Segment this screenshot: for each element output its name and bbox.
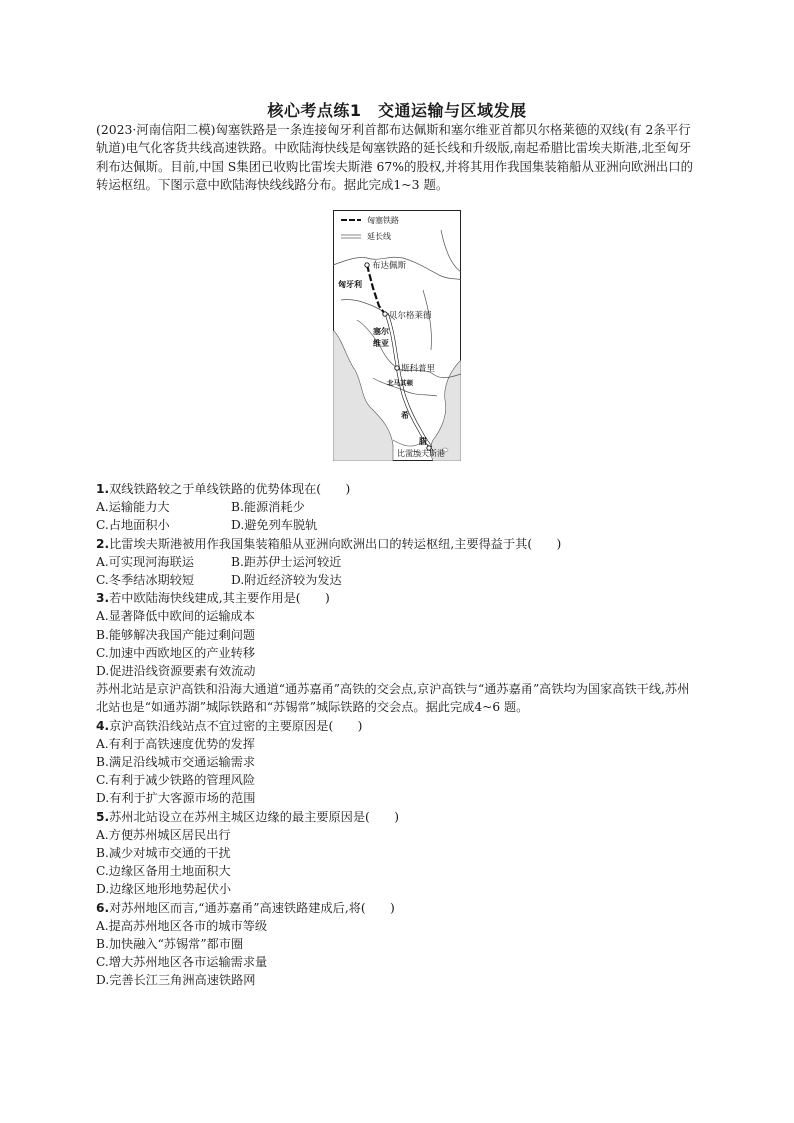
option-c[interactable]: C.加速中西欧地区的产业转移 — [96, 645, 256, 660]
option-b[interactable]: B.距苏伊士运河较近 — [231, 554, 342, 569]
question-item — [96, 899, 700, 917]
option-d[interactable]: D.附近经济较为发达 — [231, 573, 342, 588]
city-label-budapest: 布达佩斯 — [372, 261, 407, 271]
question-number: 4. — [96, 718, 110, 733]
option-a[interactable]: A.有利于高铁速度优势的发挥 — [96, 736, 255, 751]
country-label-greece-1: 希 — [401, 410, 409, 420]
country-label-serbia-2: 维亚 — [373, 338, 389, 348]
option-a[interactable]: A.方便苏州城区居民出行 — [96, 827, 231, 842]
question-item — [96, 535, 700, 553]
question-stem: 若中欧陆海快线建成,其主要作用是( ) — [109, 591, 330, 606]
question-item — [96, 717, 700, 735]
question-item — [96, 589, 700, 607]
page-title: 核心考点练1 交通运输与区域发展 — [267, 101, 527, 120]
option-d[interactable]: D.完善长江三角洲高速铁路网 — [96, 973, 256, 988]
question-number: 5. — [96, 809, 110, 824]
question-stem: 京沪高铁沿线站点不宜过密的主要原因是( ) — [109, 718, 363, 733]
legend-label-extension: 延长线 — [367, 232, 391, 241]
question-number: 2. — [96, 536, 110, 551]
question-stem: 苏州北站设立在苏州主城区边缘的最主要原因是( ) — [109, 809, 399, 824]
question-item — [96, 808, 700, 826]
option-b[interactable]: B.减少对城市交通的干扰 — [96, 846, 231, 861]
intro-paragraph-1: (2023·河南信阳二模)匈塞铁路是一条连接匈牙利首都布达佩斯和塞尔维亚首都贝尔格莱德的双线(有 2条平行轨道)电气化客货共线高速铁路。中欧陆海快线是匈塞铁路的延长线和升级版,南起希腊比雷埃夫斯港,北至匈牙利布达佩斯。目前,中国 S集团已收购比雷埃夫斯港 67%的股权,并将其用作我国集装箱船从亚洲向欧洲出口的转运枢纽。下图示意中欧陆海快线线路分布。据此完成1~3 题。 — [96, 122, 693, 193]
option-d[interactable]: D.边缘区地形地势起伏小 — [96, 882, 232, 897]
option-a[interactable]: A.可实现河海联运 — [96, 554, 194, 569]
country-label-hungary: 匈牙利 — [338, 279, 362, 289]
option-d[interactable]: D.促进沿线资源要素有效流动 — [96, 664, 256, 679]
legend-label-hs-rail: 匈塞铁路 — [367, 216, 399, 225]
country-label-greece-2: 腊 — [419, 436, 427, 446]
option-a[interactable]: A.提高苏州地区各市的城市等级 — [96, 918, 268, 933]
intro-paragraph-2: 苏州北站是京沪高铁和沿海大通道“通苏嘉甬”高铁的交会点,京沪高铁与“通苏嘉甬”高铁均为国家高铁干线,苏州北站也是“如通苏湖”城际铁路和“苏锡常”城际铁路的交会点。据此完成4~6 题。 — [96, 682, 690, 715]
option-c[interactable]: C.增大苏州地区各市运输需求量 — [96, 955, 268, 970]
city-label-belgrade: 贝尔格莱德 — [389, 311, 432, 321]
option-c[interactable]: C.有利于减少铁路的管理风险 — [96, 773, 256, 788]
option-a[interactable]: A.运输能力大 — [96, 500, 170, 515]
question-stem: 对苏州地区而言,“通苏嘉甬”高速铁路建成后,将( ) — [109, 900, 395, 915]
option-b[interactable]: B.满足沿线城市交通运输需求 — [96, 755, 256, 770]
city-label-piraeus: 比雷埃夫斯港 — [397, 449, 445, 458]
question-number: 6. — [96, 900, 110, 915]
option-a[interactable]: A.显著降低中欧间的运输成本 — [96, 609, 255, 624]
question-stem: 比雷埃夫斯港被用作我国集装箱船从亚洲向欧洲出口的转运枢纽,主要得益于其( ) — [109, 536, 562, 551]
rail-route-map — [333, 210, 461, 461]
option-b[interactable]: B.能源消耗少 — [231, 500, 305, 515]
question-block-1-3 — [96, 480, 700, 990]
question-item — [96, 480, 700, 498]
question-number: 3. — [96, 591, 110, 606]
option-c[interactable]: C.占地面积小 — [96, 518, 170, 533]
option-d[interactable]: D.有利于扩大客源市场的范围 — [96, 791, 256, 806]
option-d[interactable]: D.避免列车脱轨 — [231, 518, 318, 533]
option-b[interactable]: B.能够解决我国产能过剩问题 — [96, 627, 256, 642]
option-c[interactable]: C.边缘区备用土地面积大 — [96, 864, 231, 879]
question-number: 1. — [96, 482, 110, 496]
city-label-skopje: 斯科普里 — [401, 364, 436, 374]
country-label-serbia-1: 塞尔 — [373, 326, 389, 336]
question-stem: 双线铁路较之于单线铁路的优势体现在( ) — [109, 482, 351, 496]
country-label-north-macedonia: 北马其顿 — [387, 379, 413, 387]
option-b[interactable]: B.加快融入“苏锡常”都市圈 — [96, 937, 244, 952]
option-c[interactable]: C.冬季结冰期较短 — [96, 573, 195, 588]
